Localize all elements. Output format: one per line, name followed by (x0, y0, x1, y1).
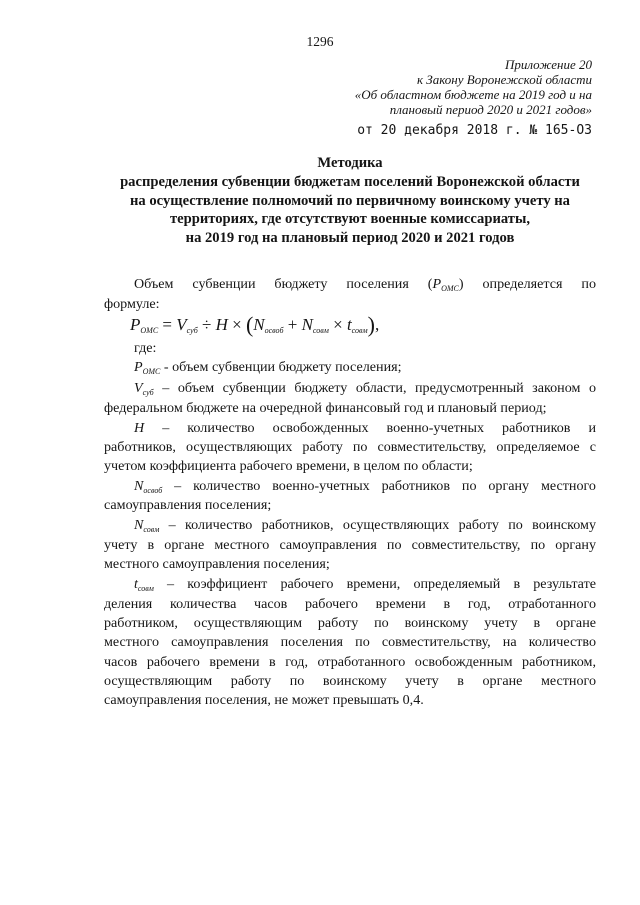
title-line-1: Методика (317, 155, 383, 171)
definition-t-sovm-line-2: деления количества часов рабочего времени в год, отработанного (104, 596, 596, 612)
title-line-2: распределения субвенции бюджетам поселений Воронежской области (120, 173, 580, 190)
law-date-stamp: от 20 декабря 2018 г. № 165-ОЗ (357, 123, 592, 138)
definition-n-osvob-line-1: $N_{освоб}$ – количество военно-учетных работников по органу местного (134, 478, 596, 495)
document-title (90, 154, 610, 248)
definition-t-sovm-line-3: работником, осуществляющим работу по воинскому учету в органе (104, 615, 596, 631)
where-label: где: (134, 340, 157, 356)
definition-n-sovm-line-2: учету в органе местного самоуправления по совместительству, по органу (104, 537, 596, 553)
definition-n-sovm-line-1: $N_{совм}$ – количество работников, осуществляющих работу по воинскому (134, 517, 596, 534)
page-number: 1296 (306, 34, 334, 49)
intro-symbol: $(P_{ОМС})$ (427, 276, 464, 293)
intro-line-1: Объем субвенции бюджету поселения $(P_{ОМС})$ определяется по (134, 276, 596, 293)
definition-h-line-1: H – количество освобожденных военно-учетных работников и (134, 420, 597, 436)
title-line-4: территориях, где отсутствуют военные комиссариаты, (169, 211, 531, 228)
definition-t-sovm-line-1: $t_{совм}$ – коэффициент рабочего времени, определяемый в результате (134, 576, 596, 593)
definition-v-sub-line-2: федеральном бюджете на очередной финансовый год и плановый период; (104, 400, 547, 416)
definition-p-omc: $P_{ОМС}$ - объем субвенции бюджету поселения; (134, 359, 402, 376)
appendix-header (232, 57, 592, 117)
appendix-line-3: «Об областном бюджете на 2019 год и на (354, 87, 592, 102)
definition-h-line-2: работников, осуществляющих работу по совместительству, определяемое с (104, 439, 596, 455)
definition-t-sovm-line-4: местного самоуправления поселения по совместительству, на количество (104, 634, 596, 650)
definition-n-osvob-line-2: самоуправления поселения; (104, 497, 272, 513)
definition-n-sovm-line-3: местного самоуправления поселения; (104, 556, 330, 572)
definition-t-sovm-line-7: самоуправления поселения, не может превышать 0,4. (104, 692, 424, 708)
title-line-3: на осуществление полномочий по первичному воинскому учету на (130, 192, 570, 209)
definition-t-sovm-line-6: осуществляющим работу по воинскому учету в органе местного (104, 673, 596, 689)
formula: $P_{ОМС} = V_{суб} \div H \times (N_{освоб} + N_{совм} \times t_{совм})$, (130, 312, 380, 337)
definition-t-sovm-line-5: часов рабочего времени в год, отработанного освобожденным работником, (104, 654, 596, 670)
intro-line-2: формуле: (104, 296, 160, 312)
definition-h-line-3: учетом коэффициента рабочего времени, в целом по области; (104, 458, 473, 474)
definition-v-sub-line-1: $V_{суб}$ – объем субвенции бюджету области, предусмотренный законом о (134, 380, 597, 397)
appendix-line-4: плановый период 2020 и 2021 годов» (389, 102, 592, 117)
appendix-line-2: к Закону Воронежской области (416, 72, 592, 87)
appendix-line-1: Приложение 20 (504, 57, 592, 72)
title-line-5: на 2019 год на плановый период 2020 и 2021 годов (185, 230, 515, 247)
